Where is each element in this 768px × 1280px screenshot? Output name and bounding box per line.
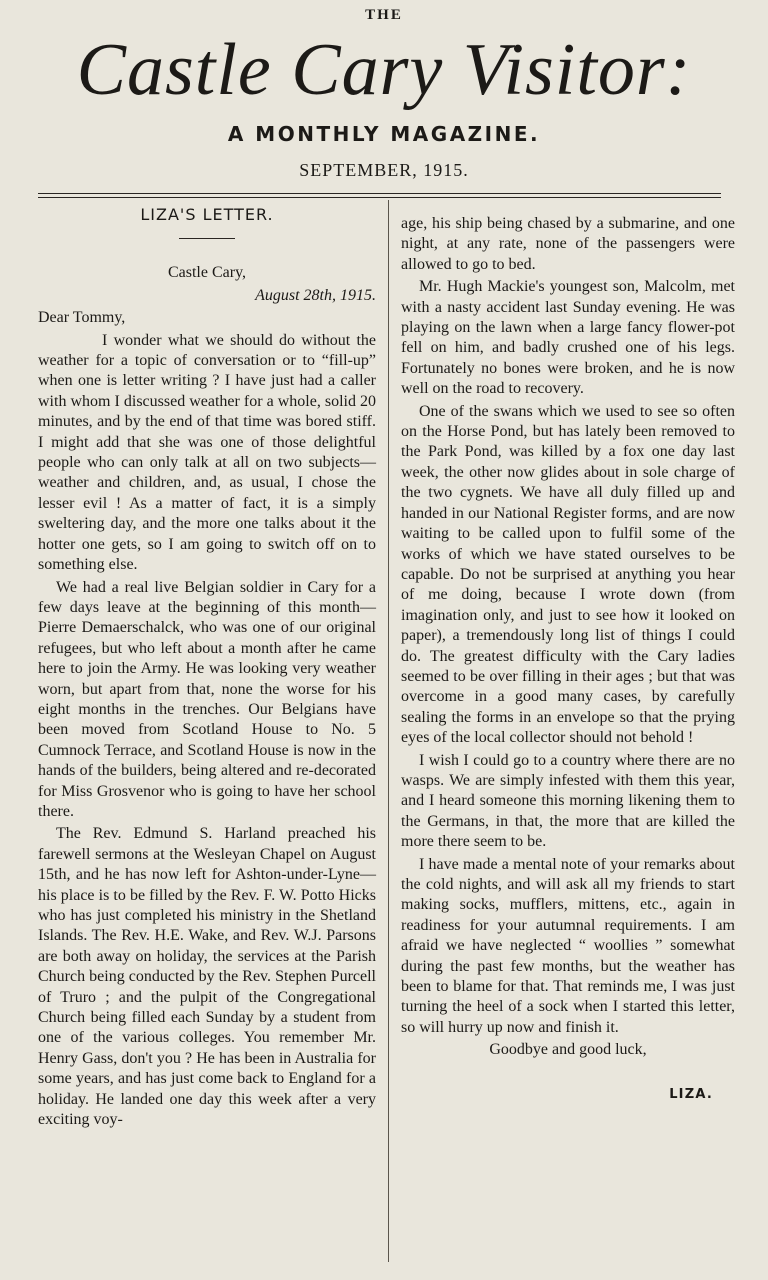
paragraph: I wonder what we should do without the weather for a topic of conversation or to “fill-up” when one is letter writing ? I have just had a caller with whom I discussed weather for a whole, solid 20 minutes, and by the end of that time was bored stiff. I might add that she was one of those delightful people who can only talk at all on two subjects—weather and children, and, as usual, I chose the lesser evil ! As a matter of fact, it is a simply sweltering day, and the more one talks about it the hotter one gets, so I am going to switch off on to something else. (38, 331, 376, 574)
paragraph: We had a real live Belgian soldier in Cary for a few days leave at the beginning of this month—Pierre Demaerschalck, who was one of our original refugees, but who left about a month after he came here to join the Army. He was looking very weather worn, but apart from that, none the worse for his eight months in the trenches. Our Belgians have been moved from Scotland House to No. 5 Cumnock Terrace, and Scotland House is now in the hands of the builders, being altered and re-decorated for Miss Grosvenor who is going to have her school there. (38, 578, 376, 820)
paragraph: One of the swans which we used to see so often on the Horse Pond, but has lately been removed to the Park Pond, was killed by a fox one day last week, the other now glides about in sole charge of the two cygnets. We have all duly filled up and handed in our National Register forms, and are now waiting to be called upon to fulfil some of the works of which we have stated ourselves to be capable. Do not be surprised at anything you hear of me doing, because I wrote down (from imagination only, and just to see how it looked on paper), a tremendously long list of things I could do. The greatest difficulty with the Cary ladies seemed to be over filling in their ages ; but that was overcome in a good many cases, by carefully sealing the forms in an envelope so that the prying eyes of the local collector should not behold ! (401, 402, 735, 747)
masthead-subtitle: A MONTHLY MAGAZINE. (227, 122, 541, 146)
letter-date: August 28th, 1915. (255, 286, 376, 304)
paragraph: age, his ship being chased by a submarine, and one night, at any rate, none of the passengers were allowed to go to bed. (401, 215, 735, 273)
title-rule (179, 238, 235, 239)
masthead-title: Castle Cary Visitor: (76, 29, 692, 111)
letter-signature: LIZA. (669, 1086, 713, 1102)
header-rule-bottom (38, 197, 721, 198)
paragraph: The Rev. Edmund S. Harland preached his farewell sermons at the Wesleyan Chapel on August 15th, and he has now left for Ashton-under-Lyne—his place is to be filled by the Rev. F. W. Potto Hicks who has just completed his ministry in the Shetland Islands. The Rev. H.E. Wake, and Rev. W.J. Parsons are both away on holiday, the services at the Parish Church being conducted by the Rev. Stephen Purcell of Truro ; and the pulpit of the Congregational Church being filled each Sunday by a student from one of the various colleges. You remember Mr. Henry Gass, don't you ? He has been in Australia for some years, and has just come back to England for a holiday. He landed one day this week after a very exciting voy- (38, 825, 376, 1129)
article-title: LIZA'S LETTER. (140, 205, 274, 224)
left-column (38, 205, 376, 1132)
paragraph: I wish I could go to a country where there are no wasps. We are simply infested with them this year, and I heard someone this morning likening them to the Germans, in that, the more that are killed the more there seem to be. (401, 751, 735, 851)
letter-place: Castle Cary, (167, 264, 247, 282)
letter-closing: Goodbye and good luck, (489, 1041, 647, 1059)
masthead-pretitle: THE (365, 7, 403, 23)
column-divider (388, 200, 389, 1262)
paragraph: Mr. Hugh Mackie's youngest son, Malcolm, met with a nasty accident last Sunday evening. He was playing on the lawn when a large fancy flower-pot fell on him, and badly crushed one of his legs. Fortunately no bones were broken, and he is now well on the road to recovery. (401, 278, 735, 398)
header-rule-top (38, 193, 721, 194)
right-column (401, 214, 735, 1105)
salutation: Dear Tommy, (38, 309, 126, 327)
issue-date: SEPTEMBER, 1915. (299, 160, 469, 180)
paragraph: I have made a mental note of your remarks about the cold nights, and will ask all my friends to start making socks, mufflers, mittens, etc., again in readiness for your autumnal requirements. I am afraid we have neglected “ woollies ” somewhat during the past few months, but the weather has been to blame for that. That reminds me, I was just turning the heel of a sock when I started this letter, so will hurry up now and finish it. (401, 855, 735, 1036)
